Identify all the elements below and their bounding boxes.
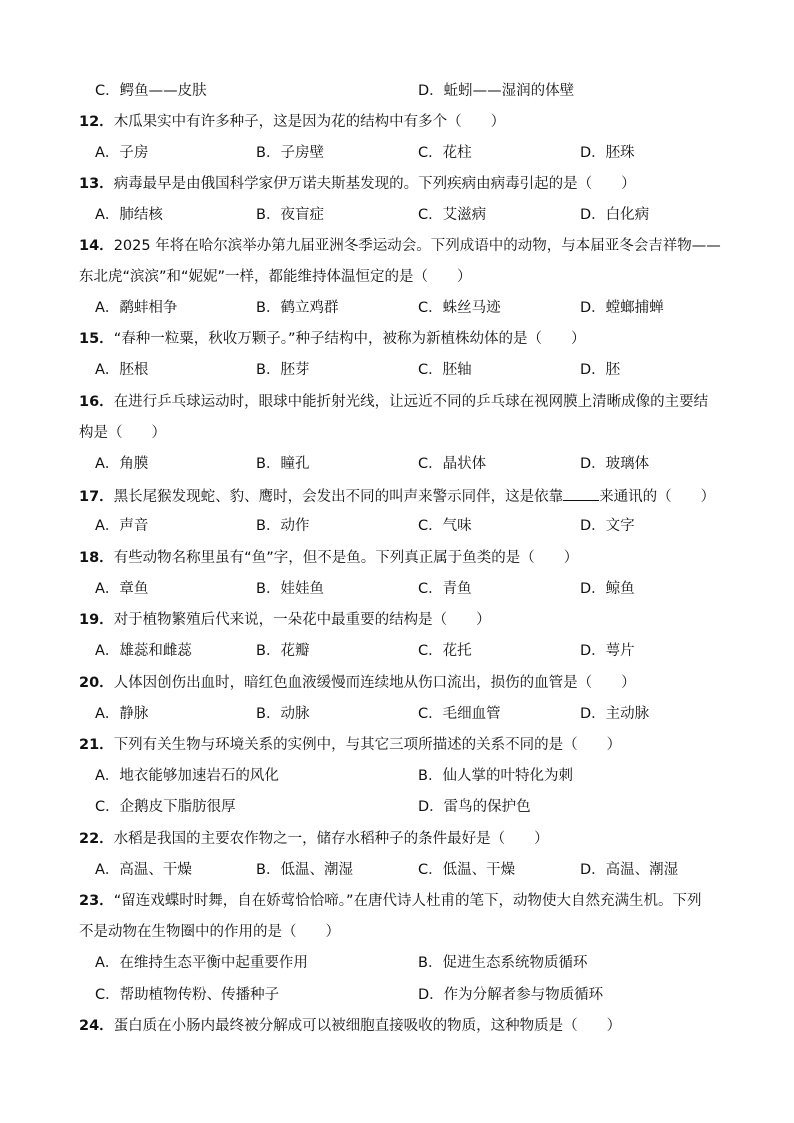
answer-blank — [563, 485, 599, 501]
question-number: 15． — [79, 331, 114, 347]
question-16-continued: 构是（ ） — [79, 425, 166, 441]
question-stem: 人体因创伤出血时，暗红色血液缓慢而连续地从伤口流出，损伤的血管是（ ） — [113, 675, 636, 691]
q19-option-b: B．花瓣 — [256, 643, 310, 659]
question-15 — [79, 329, 585, 349]
question-stem: 2025 年将在哈尔滨举办第九届亚洲冬季运动会。下列成语中的动物，与本届亚冬会吉祥物—— — [113, 238, 721, 254]
question-stem: 水稻是我国的主要农作物之一，储存水稻种子的条件最好是（ ） — [113, 831, 549, 847]
q20-option-d: D．主动脉 — [580, 706, 650, 722]
question-stem: 木瓜果实中有许多种子，这是因为花的结构中有多个（ ） — [113, 114, 506, 130]
question-stem: 有些动物名称里虽有“鱼”字，但不是鱼。下列真正属于鱼类的是（ ） — [113, 550, 579, 566]
q11-option-d: D．蚯蚓——湿润的体壁 — [418, 83, 575, 99]
question-18 — [79, 548, 578, 568]
q20-option-b: B．动脉 — [256, 706, 310, 722]
question-number: 22． — [79, 831, 114, 847]
q21-option-c: C．企鹅皮下脂肪很厚 — [95, 799, 236, 815]
question-21 — [79, 735, 621, 755]
question-number: 21． — [79, 737, 114, 753]
question-number: 23． — [79, 893, 114, 909]
q15-option-a: A．胚根 — [95, 362, 149, 378]
q23-option-b: B．促进生态系统物质循环 — [418, 955, 588, 971]
q21-option-d: D．雷鸟的保护色 — [418, 799, 531, 815]
question-14 — [79, 236, 721, 256]
question-stem: 在进行乒乓球运动时，眼球中能折射光线，让远近不同的乒乓球在视网膜上清晰成像的主要结 — [113, 394, 709, 410]
q17-option-c: C．气味 — [418, 518, 472, 534]
question-number: 20． — [79, 675, 114, 691]
q20-option-a: A．静脉 — [95, 706, 149, 722]
q23-option-d: D．作为分解者参与物质循环 — [418, 987, 604, 1003]
question-number: 12． — [79, 114, 114, 130]
q15-option-b: B．胚芽 — [256, 362, 310, 378]
question-16 — [79, 392, 708, 412]
q17-option-b: B．动作 — [256, 518, 310, 534]
question-number: 18． — [79, 550, 114, 566]
q17-option-a: A．声音 — [95, 518, 149, 534]
q18-option-b: B．娃娃鱼 — [256, 581, 324, 597]
q12-option-a: A．子房 — [95, 145, 149, 161]
q16-option-c: C．晶状体 — [418, 456, 487, 472]
q19-option-c: C．花托 — [418, 643, 472, 659]
q23-option-c: C．帮助植物传粉、传播种子 — [95, 987, 280, 1003]
q15-option-d: D．胚 — [580, 362, 621, 378]
question-number: 24． — [79, 1018, 114, 1034]
q23-option-a: A．在维持生态平衡中起重要作用 — [95, 955, 308, 971]
question-stem: “留连戏蝶时时舞，自在娇莺恰恰啼。”在唐代诗人杜甫的笔下，动物使大自然充满生机。下列 — [113, 893, 702, 909]
q13-option-c: C．艾滋病 — [418, 207, 487, 223]
question-19 — [79, 610, 491, 630]
question-20 — [79, 673, 636, 693]
q12-option-c: C．花柱 — [418, 145, 472, 161]
q13-option-a: A．肺结核 — [95, 207, 163, 223]
question-stem: 对于植物繁殖后代来说，一朵花中最重要的结构是（ ） — [113, 612, 491, 628]
question-stem: “春种一粒粟，秋收万颗子。”种子结构中，被称为新植株幼体的是（ ） — [113, 331, 586, 347]
q13-option-b: B．夜盲症 — [256, 207, 324, 223]
question-13 — [79, 174, 636, 194]
question-14-continued: 东北虎“滨滨”和“妮妮”一样，都能维持体温恒定的是（ ） — [79, 269, 472, 285]
q21-option-a: A．地衣能够加速岩石的风化 — [95, 768, 279, 784]
q20-option-c: C．毛细血管 — [418, 706, 501, 722]
q16-option-a: A．角膜 — [95, 456, 149, 472]
q12-option-b: B．子房壁 — [256, 145, 324, 161]
q12-option-d: D．胚珠 — [580, 145, 635, 161]
q18-option-c: C．青鱼 — [418, 581, 472, 597]
q14-option-b: B．鹤立鸡群 — [256, 300, 339, 316]
question-number: 16． — [79, 394, 114, 410]
question-stem: 下列有关生物与环境关系的实例中，与其它三项所描述的关系不同的是（ ） — [113, 737, 622, 753]
q19-option-a: A．雄蕊和雌蕊 — [95, 643, 192, 659]
question-24 — [79, 1016, 621, 1036]
question-23-continued: 不是动物在生物圈中的作用的是（ ） — [79, 924, 340, 940]
q18-option-a: A．章鱼 — [95, 581, 149, 597]
q14-option-a: A．鹬蚌相争 — [95, 300, 178, 316]
q22-option-c: C．低温、干燥 — [418, 862, 516, 878]
q16-option-b: B．瞳孔 — [256, 456, 310, 472]
q22-option-a: A．高温、干燥 — [95, 862, 192, 878]
question-stem: 病毒最早是由俄国科学家伊万诺夫斯基发现的。下列疾病由病毒引起的是（ ） — [113, 176, 636, 192]
question-number: 13． — [79, 176, 114, 192]
q22-option-b: B．低温、潮湿 — [256, 862, 353, 878]
q15-option-c: C．胚轴 — [418, 362, 472, 378]
q21-option-b: B．仙人掌的叶特化为刺 — [418, 768, 573, 784]
question-22 — [79, 829, 549, 849]
q11-option-c: C．鳄鱼——皮肤 — [95, 83, 207, 99]
q14-option-c: C．蛛丝马迹 — [418, 300, 501, 316]
question-stem: 蛋白质在小肠内最终被分解成可以被细胞直接吸收的物质，这种物质是（ ） — [113, 1018, 622, 1034]
question-23 — [79, 891, 701, 911]
q17-option-d: D．文字 — [580, 518, 635, 534]
q16-option-d: D．玻璃体 — [580, 456, 650, 472]
question-12 — [79, 112, 505, 132]
question-stem: 黑长尾猴发现蛇、豹、鹰时，会发出不同的叫声来警示同伴，这是依靠 — [113, 489, 564, 505]
question-number: 14． — [79, 238, 114, 254]
q14-option-d: D．螳螂捕蝉 — [580, 300, 664, 316]
question-number: 19． — [79, 612, 114, 628]
q13-option-d: D．白化病 — [580, 207, 650, 223]
q18-option-d: D．鲸鱼 — [580, 581, 635, 597]
question-number: 17． — [79, 489, 114, 505]
q19-option-d: D．萼片 — [580, 643, 635, 659]
question-stem-tail: 来通讯的（ ） — [599, 489, 716, 505]
question-17 — [79, 485, 715, 507]
q22-option-d: D．高温、潮湿 — [580, 862, 679, 878]
